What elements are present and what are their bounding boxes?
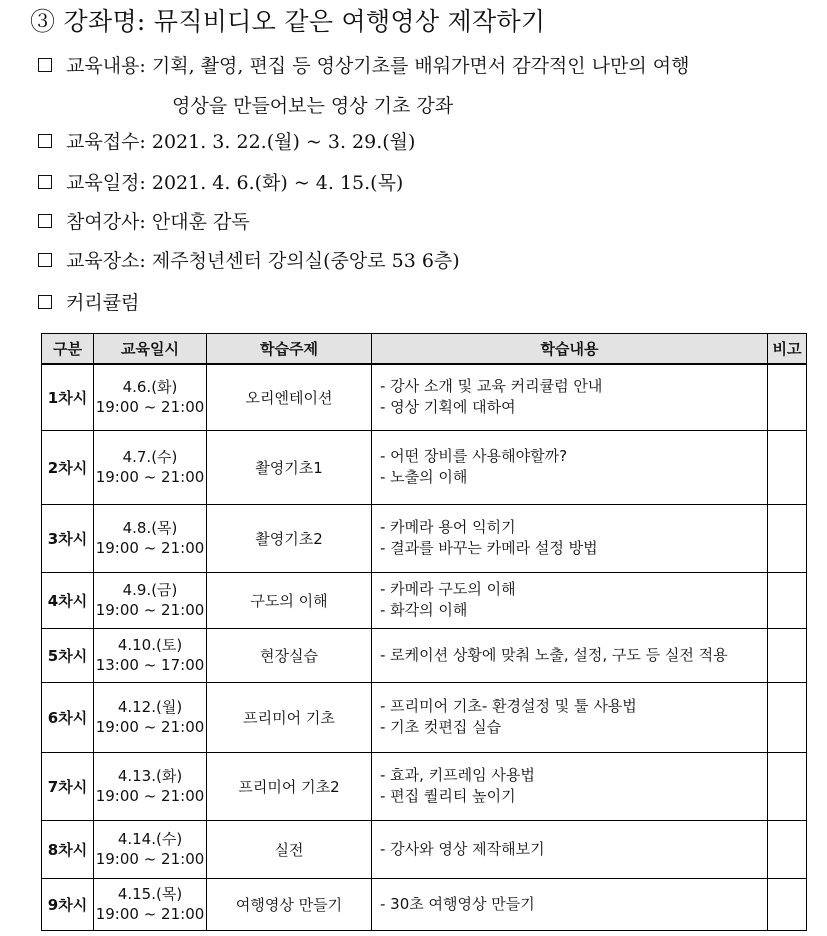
topic-cell: 프리미어 기초2 <box>207 752 372 820</box>
content-line: - 편집 퀄리티 높이기 <box>380 787 516 805</box>
topic-cell: 구도의 이해 <box>207 572 372 628</box>
content-line: - 효과, 키프레임 사용법 <box>380 766 535 784</box>
info-label: 교육접수: <box>66 131 146 153</box>
datetime-cell <box>94 628 207 682</box>
time-text: 19:00 ~ 21:00 <box>95 850 205 868</box>
info-label: 참여강사: <box>66 211 146 233</box>
content-line: - 노출의 이해 <box>380 468 468 486</box>
info-value: 제주청년센터 강의실(중앙로 53 6층) <box>151 250 460 272</box>
note-cell <box>768 504 807 572</box>
session-cell: 1차시 <box>42 364 94 430</box>
time-text: 19:00 ~ 21:00 <box>95 601 205 619</box>
note-cell <box>768 820 807 878</box>
datetime-cell <box>94 364 207 430</box>
info-item-content <box>38 51 689 78</box>
time-text: 19:00 ~ 21:00 <box>95 398 205 417</box>
note-cell <box>768 572 807 628</box>
date-text: 4.14.(수) <box>117 830 183 848</box>
checkbox-icon <box>38 214 52 228</box>
datetime-cell <box>94 820 207 878</box>
content-cell <box>372 682 768 752</box>
content-cell <box>372 504 768 572</box>
info-label: 교육일정: <box>66 172 146 194</box>
info-label: 교육장소: <box>66 250 146 272</box>
session-cell: 2차시 <box>42 430 94 504</box>
info-value: 안대훈 감독 <box>151 211 250 233</box>
note-cell <box>768 682 807 752</box>
content-cell <box>372 430 768 504</box>
content-line: - 30초 여행영상 만들기 <box>380 894 535 913</box>
date-text: 4.6.(화) <box>122 378 178 397</box>
date-text: 4.9.(금) <box>122 581 178 599</box>
session-cell: 4차시 <box>42 572 94 628</box>
info-item-location <box>38 246 460 273</box>
content-cell <box>372 628 768 682</box>
time-text: 19:00 ~ 21:00 <box>95 787 205 805</box>
course-title: ③ 강좌명: 뮤직비디오 같은 여행영상 제작하기 <box>30 7 546 36</box>
content-line: - 강사 소개 및 교육 커리큘럼 안내 <box>380 377 603 396</box>
date-text: 4.10.(토) <box>117 636 183 654</box>
session-cell: 6차시 <box>42 682 94 752</box>
content-line: - 프리미어 기초- 환경설정 및 툴 사용법 <box>380 697 637 715</box>
content-line: - 결과를 바꾸는 카메라 설정 방법 <box>380 539 598 557</box>
header-datetime: 교육일시 <box>94 334 207 365</box>
datetime-cell <box>94 504 207 572</box>
table-row <box>42 572 807 628</box>
info-value: 기획, 촬영, 편집 등 영상기초를 배워가면서 감각적인 나만의 여행 <box>151 55 690 77</box>
note-cell <box>768 364 807 430</box>
info-value: 2021. 4. 6.(화) ~ 4. 15.(목) <box>151 172 404 194</box>
info-item-registration <box>38 127 415 154</box>
session-cell: 3차시 <box>42 504 94 572</box>
date-text: 4.8.(목) <box>122 519 178 537</box>
content-cell <box>372 572 768 628</box>
header-topic: 학습주제 <box>207 334 372 365</box>
checkbox-icon <box>38 58 52 72</box>
time-text: 19:00 ~ 21:00 <box>95 539 205 557</box>
content-line: - 카메라 용어 익히기 <box>380 518 516 536</box>
content-cell <box>372 820 768 878</box>
note-cell <box>768 752 807 820</box>
note-cell <box>768 628 807 682</box>
table-row <box>42 878 807 930</box>
table-row <box>42 430 807 504</box>
topic-cell: 프리미어 기초 <box>207 682 372 752</box>
datetime-cell <box>94 878 207 930</box>
content-line: - 로케이션 상황에 맞춰 노출, 설정, 구도 등 실전 적용 <box>380 645 728 664</box>
info-item-schedule <box>38 168 403 195</box>
datetime-cell <box>94 752 207 820</box>
topic-cell: 촬영기초1 <box>207 430 372 504</box>
content-line: - 강사와 영상 제작해보기 <box>380 839 545 858</box>
content-line: - 화각의 이해 <box>380 601 468 619</box>
session-cell: 9차시 <box>42 878 94 930</box>
info-label: 커리큘럼 <box>66 292 140 314</box>
topic-cell: 촬영기초2 <box>207 504 372 572</box>
table-row <box>42 504 807 572</box>
content-line: - 어떤 장비를 사용해야할까? <box>380 447 568 465</box>
session-cell: 8차시 <box>42 820 94 878</box>
checkbox-icon <box>38 253 52 267</box>
info-label: 교육내용: <box>66 55 146 77</box>
date-text: 4.15.(목) <box>117 885 183 903</box>
info-item-instructor <box>38 207 250 234</box>
date-text: 4.12.(월) <box>117 698 183 716</box>
note-cell <box>768 430 807 504</box>
session-cell: 5차시 <box>42 628 94 682</box>
table-body <box>42 364 807 930</box>
topic-cell: 현장실습 <box>207 628 372 682</box>
topic-cell: 오리엔테이션 <box>207 364 372 430</box>
datetime-cell <box>94 572 207 628</box>
time-text: 19:00 ~ 21:00 <box>95 905 205 923</box>
time-text: 19:00 ~ 21:00 <box>95 468 205 486</box>
time-text: 13:00 ~ 17:00 <box>95 656 205 674</box>
datetime-cell <box>94 682 207 752</box>
info-value: 2021. 3. 22.(월) ~ 3. 29.(월) <box>151 131 416 153</box>
checkbox-icon <box>38 295 52 309</box>
header-session: 구분 <box>42 334 94 365</box>
date-text: 4.13.(화) <box>117 767 183 785</box>
content-cell <box>372 878 768 930</box>
header-content: 학습내용 <box>372 334 768 365</box>
table-row <box>42 820 807 878</box>
table-header-row <box>42 334 807 365</box>
table-row <box>42 364 807 430</box>
content-line: - 기초 컷편집 실습 <box>380 718 502 736</box>
info-item-curriculum <box>38 288 139 315</box>
table-row <box>42 628 807 682</box>
date-text: 4.7.(수) <box>122 448 178 466</box>
checkbox-icon <box>38 134 52 148</box>
session-cell: 7차시 <box>42 752 94 820</box>
note-cell <box>768 878 807 930</box>
content-cell <box>372 752 768 820</box>
topic-cell: 여행영상 만들기 <box>207 878 372 930</box>
topic-cell: 실전 <box>207 820 372 878</box>
table-row <box>42 682 807 752</box>
checkbox-icon <box>38 175 52 189</box>
content-line: - 영상 기획에 대하여 <box>380 398 516 417</box>
time-text: 19:00 ~ 21:00 <box>95 718 205 736</box>
content-cell <box>372 364 768 430</box>
info-content-continuation: 영상을 만들어보는 영상 기초 강좌 <box>172 95 454 117</box>
content-line: - 카메라 구도의 이해 <box>380 580 516 598</box>
table-row <box>42 752 807 820</box>
datetime-cell <box>94 430 207 504</box>
curriculum-table <box>41 333 807 931</box>
header-note: 비고 <box>768 334 807 365</box>
